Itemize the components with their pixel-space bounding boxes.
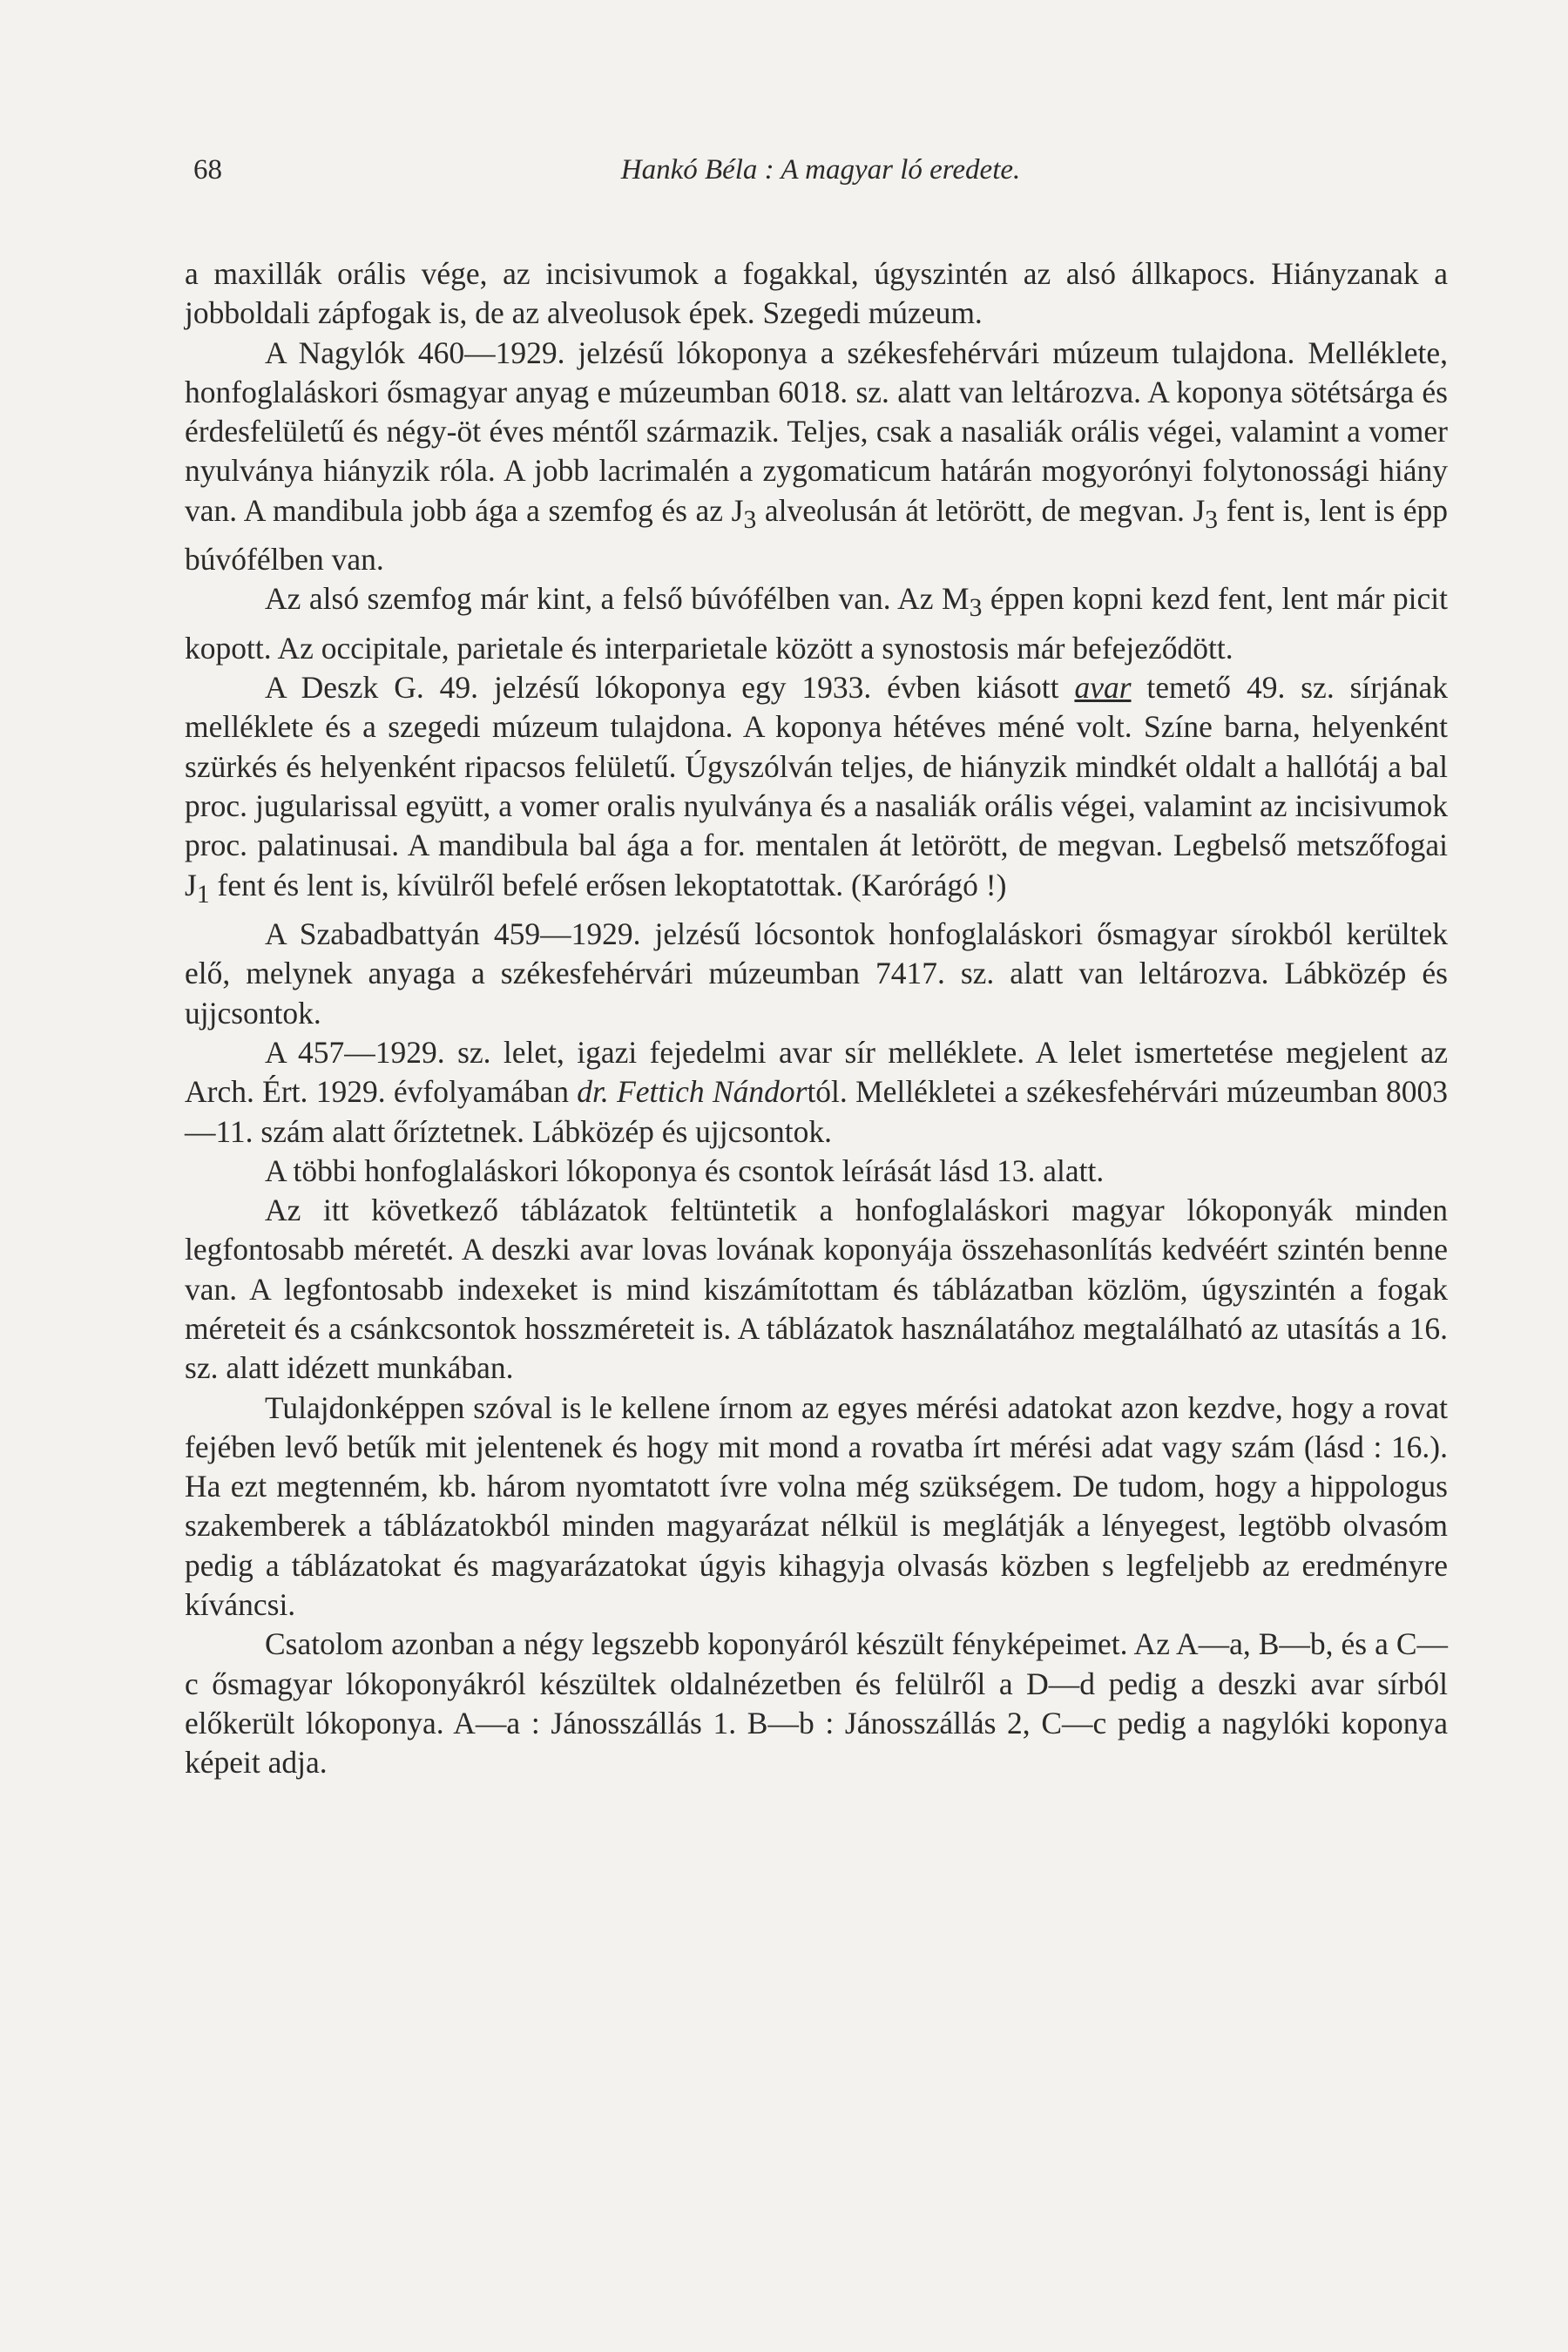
body-text <box>185 254 1448 1783</box>
paragraph: Az alsó szemfog már kint, a felső búvófélben van. Az $M_3$ éppen kopni kezd fent, lent már picit kopott. Az occipitale, parietale és interparietale között a synostosis már befejeződött. <box>185 581 1448 666</box>
paragraph: a maxillák orális vége, az incisivumok a fogakkal, úgyszintén az alsó állkapocs. Hiányzanak a jobboldali zápfogak is, de az alveolusok épek. Szegedi múzeum. <box>185 256 1448 331</box>
paragraph: A Szabadbattyán 459—1929. jelzésű lócsontok honfoglaláskori ősmagyar sírokból kerültek elő, melynek anyaga a székesfehérvári múzeumban 7417. sz. alatt van leltározva. Lábközép és ujjcsontok. <box>185 916 1448 1031</box>
paragraph: Csatolom azonban a négy legszebb koponyáról készült fényképeimet. Az A—a, B—b, és a C—c ősmagyar lókoponyákról készültek oldalnézetben és felülről a D—d pedig a deszki avar sírból előkerült lókoponya. A—a : Jánosszállás 1. B—b : Jánosszállás 2, C—c pedig a nagylóki koponya képeit adja. <box>185 1626 1448 1781</box>
paragraph: A 457—1929. sz. lelet, igazi fejedelmi avar sír melléklete. A lelet ismertetése megjelent az Arch. Ért. 1929. évfolyamában dr. Fettich Nándortól. Mellékletei a székesfehérvári múzeumban 8003—11. szám alatt őríztetnek. Lábközép és ujjcsontok. <box>185 1034 1448 1149</box>
paragraph: Az itt következő táblázatok feltüntetik a honfoglaláskori magyar lókoponyák minden legfontosabb méretét. A deszki avar lovas lovának koponyája összehasonlítás kedvéért szintén benne van. A legfontosabb indexeket is mind kiszámítottam és táblázatban közlöm, úgyszintén a fogak méreteit és a csánkcsontok hosszméreteit is. A táblázatok használatához megtalálható az utasítás a 16. sz. alatt idézett munkában. <box>185 1193 1448 1386</box>
paragraph: A többi honfoglaláskori lókoponya és csontok leírását lásd 13. alatt. <box>265 1152 1105 1188</box>
paragraph: Tulajdonképpen szóval is le kellene írnom az egyes mérési adatokat azon kezdve, hogy a rovat fejében levő betűk mit jelentenek és hogy mit mond a rovatba írt mérési adat vagy szám (lásd : 16.). Ha ezt megtenném, kb. három nyomtatott ívre volna még szükségem. De tudom, hogy a hippologus szakemberek a táblázatokból minden magyarázat nélkül is meglátják a lényegest, legtöbb olvasóm pedig a táblázatokat és magyarázatokat úgyis kihagyja olvasás közben s legfeljebb az eredményre kíváncsi. <box>185 1389 1448 1623</box>
paragraph: A Deszk G. 49. jelzésű lókoponya egy 1933. évben kiásott avar temető 49. sz. sírjának melléklete és a szegedi múzeum tulajdona. A koponya hétéves méné volt. Színe barna, helyenként szürkés és helyenként ripacsos felületű. Úgyszólván teljes, de hiányzik mindkét oldalt a hallótáj a bal proc. jugularissal együtt, a vomer oralis nyulványa és a nasaliák orális végei, valamint az incisivumok proc. palatinusai. A mandibula bal ága a for. mentalen át letörött, de megvan. Legbelső metszőfogai $J_1$ fent és lent is, kívülről befelé erősen lekoptatottak. (Karórágó !) <box>185 670 1448 909</box>
page-number: 68 <box>193 154 222 186</box>
page-header <box>193 148 1448 192</box>
paragraph: A Nagylók 460—1929. jelzésű lókoponya a székesfehérvári múzeum tulajdona. Melléklete, honfoglaláskori ősmagyar anyag e múzeumban 6018. sz. alatt van leltározva. A koponya sötétsárga és érdesfelületű és négy-öt éves méntől származik. Teljes, csak a nasaliák orális végei, valamint a vomer nyulványa hiányzik róla. A jobb lacrimalén a zygomaticum határán mogyorónyi folytonossági hiány van. A mandibula jobb ága a szemfog és az $J_3$ alveolusán át letörött, de megvan. $J_3$ fent is, lent is épp búvófélben van. <box>185 335 1448 578</box>
running-head: Hankó Béla : A magyar ló eredete. <box>620 154 1021 186</box>
